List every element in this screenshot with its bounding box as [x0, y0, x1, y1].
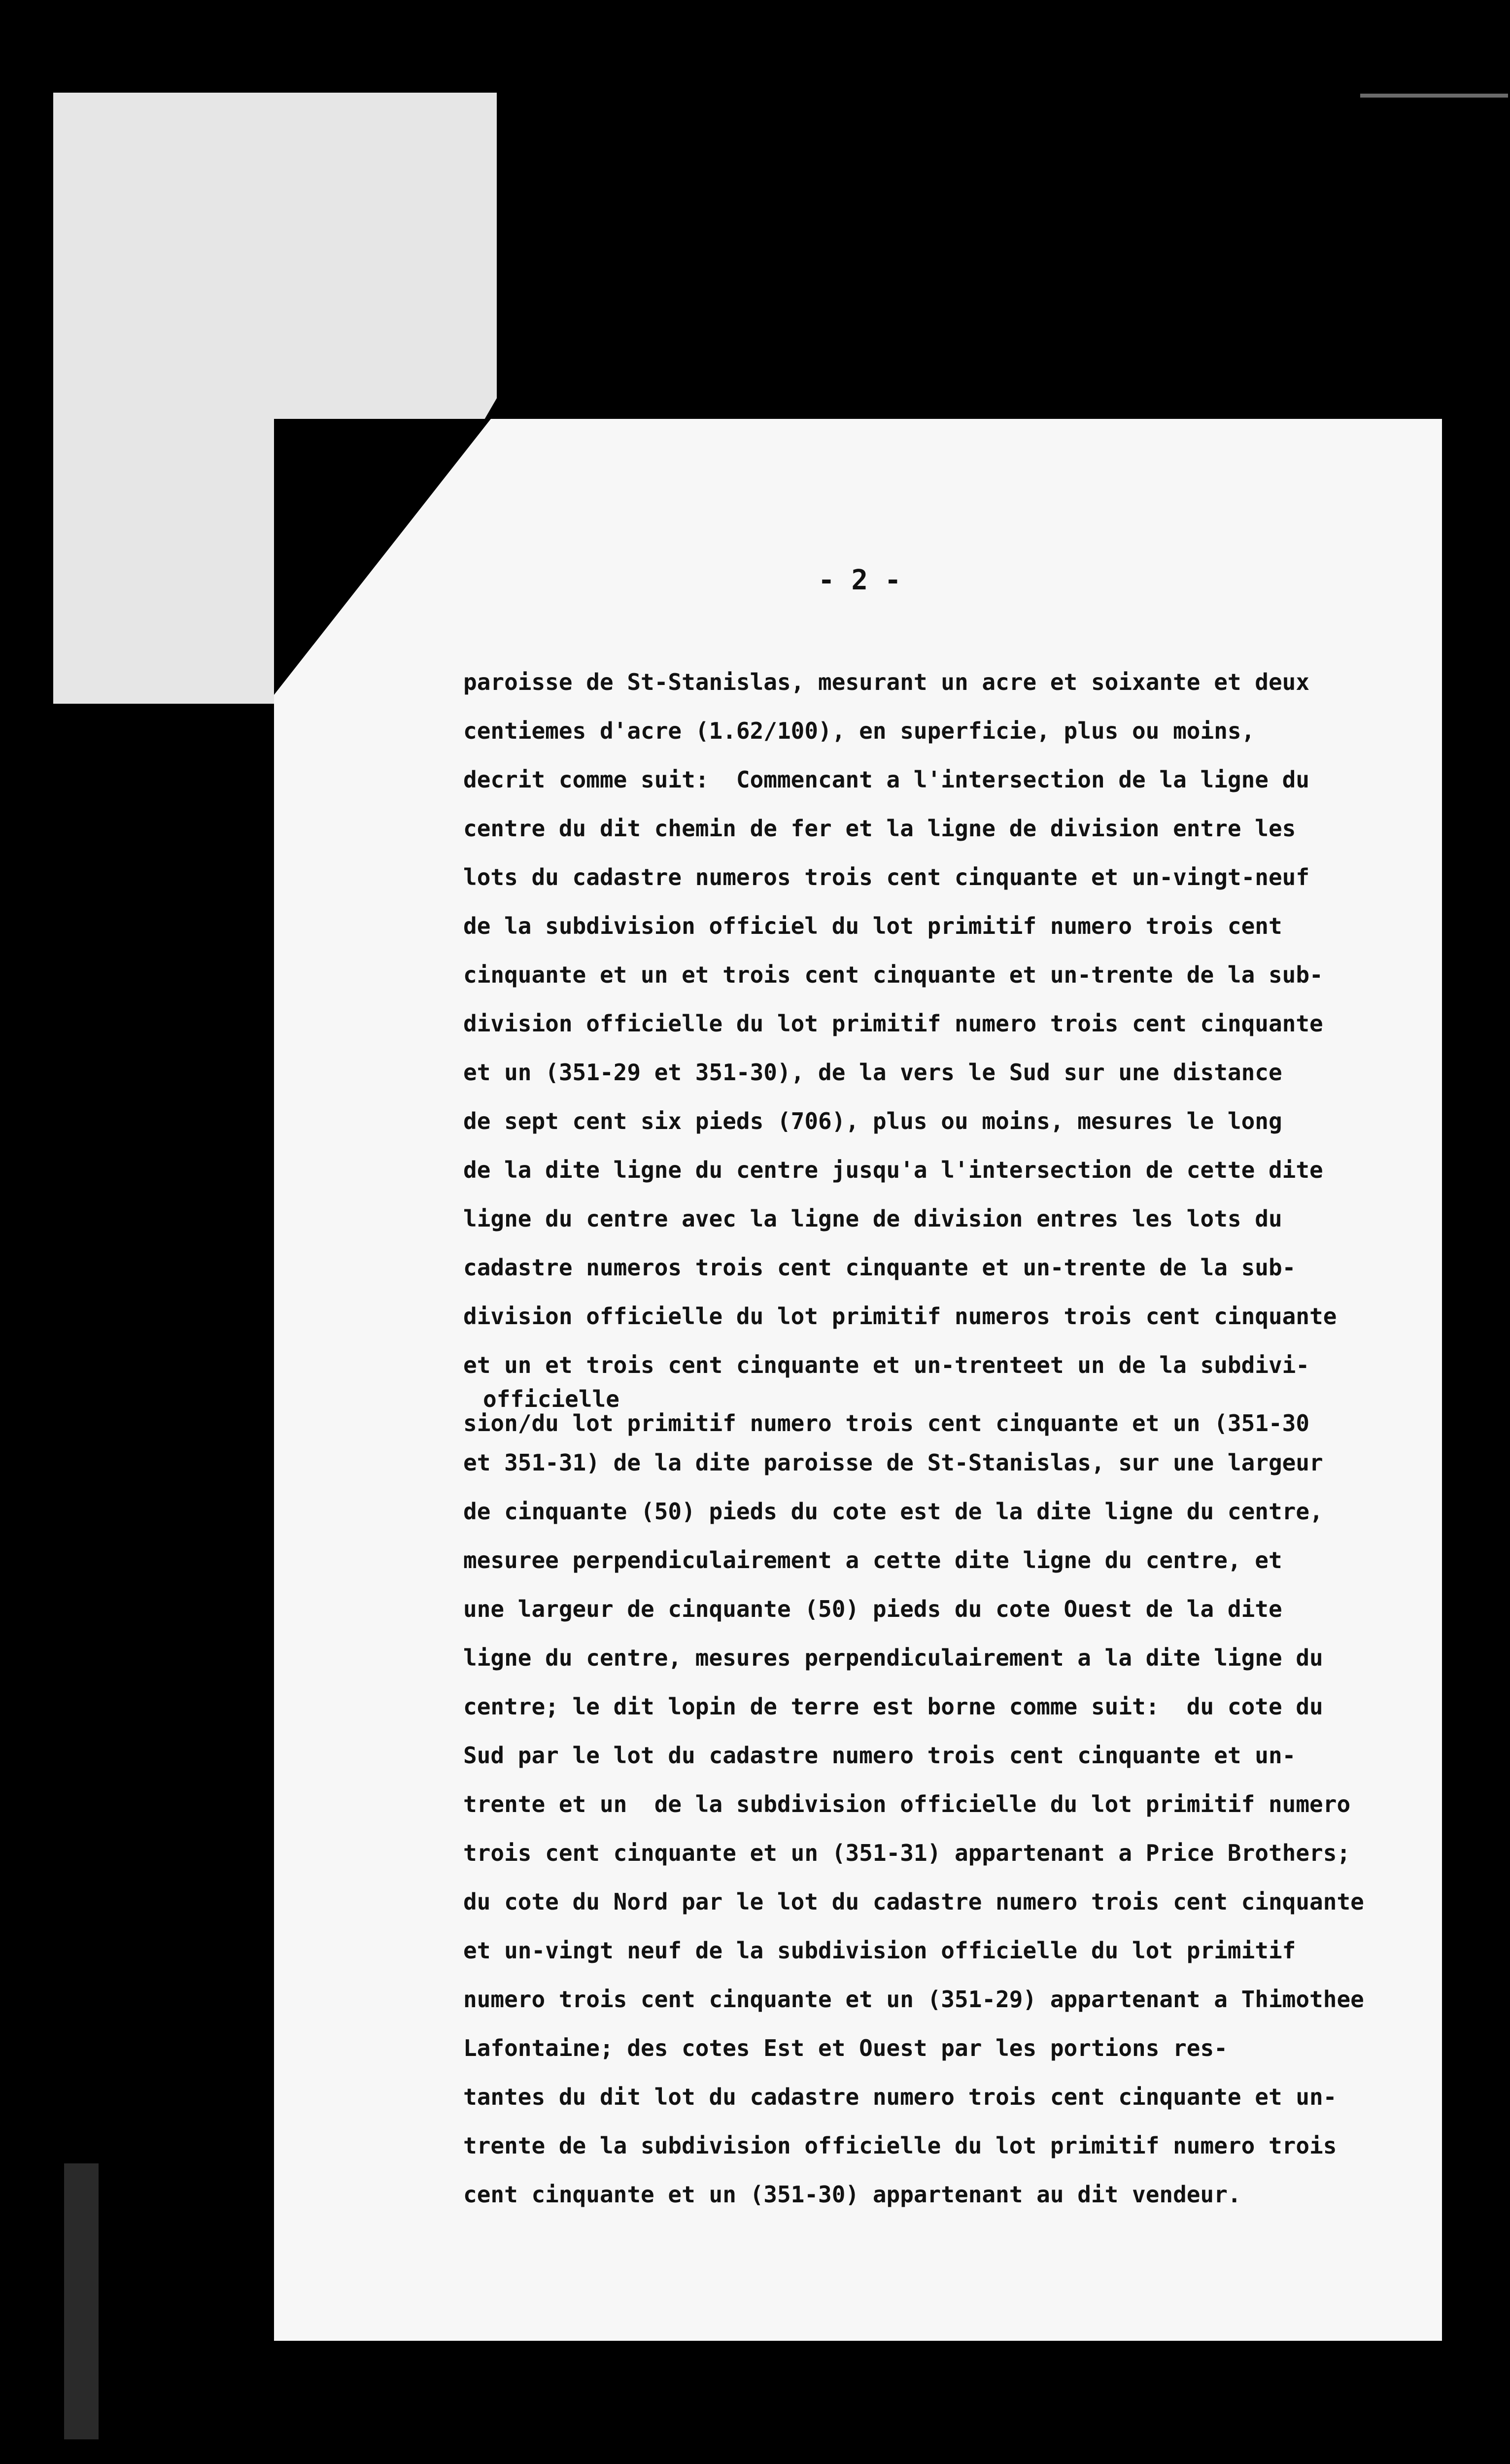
- text-line: trente et un de la subdivision officielle du lot primitif numero: [463, 1791, 1351, 1817]
- text-line: centiemes d'acre (1.62/100), en superficie, plus ou moins,: [463, 718, 1255, 744]
- text-line: division officielle du lot primitif numero trois cent cinquante: [463, 1010, 1323, 1037]
- text-line: de la dite ligne du centre jusqu'a l'intersection de cette dite: [463, 1157, 1323, 1183]
- text-line: cinquante et un et trois cent cinquante et un-trente de la sub-: [463, 961, 1323, 988]
- text-line: sion/du lot primitif numero trois cent cinquante et un (351-30: [463, 1410, 1310, 1437]
- text-line: du cote du Nord par le lot du cadastre numero trois cent cinquante: [463, 1888, 1364, 1915]
- text-line: une largeur de cinquante (50) pieds du cote Ouest de la dite: [463, 1596, 1282, 1622]
- text-line: et 351-31) de la dite paroisse de St-Stanislas, sur une largeur: [463, 1449, 1323, 1476]
- text-line: de cinquante (50) pieds du cote est de la dite ligne du centre,: [463, 1498, 1323, 1525]
- text-line: Sud par le lot du cadastre numero trois cent cinquante et un-: [463, 1742, 1296, 1769]
- text-line: et un et trois cent cinquante et un-trenteet un de la subdivi-: [463, 1352, 1310, 1378]
- text-line: de sept cent six pieds (706), plus ou moins, mesures le long: [463, 1108, 1282, 1134]
- text-line: centre du dit chemin de fer et la ligne de division entre les: [463, 815, 1296, 842]
- page-number: - 2 -: [818, 564, 901, 596]
- text-line: Lafontaine; des cotes Est et Ouest par les portions res-: [463, 2035, 1228, 2061]
- text-line: centre; le dit lopin de terre est borne comme suit: du cote du: [463, 1693, 1323, 1720]
- text-line: cent cinquante et un (351-30) appartenant au dit vendeur.: [463, 2181, 1241, 2208]
- text-line: trois cent cinquante et un (351-31) appartenant a Price Brothers;: [463, 1840, 1351, 1866]
- text-line: paroisse de St-Stanislas, mesurant un acre et soixante et deux: [463, 669, 1310, 695]
- text-line: tantes du dit lot du cadastre numero trois cent cinquante et un-: [463, 2084, 1337, 2110]
- text-line: trente de la subdivision officielle du lot primitif numero trois: [463, 2132, 1337, 2159]
- text-line: et un (351-29 et 351-30), de la vers le Sud sur une distance: [463, 1059, 1282, 1086]
- text-line: lots du cadastre numeros trois cent cinquante et un-vingt-neuf: [463, 864, 1310, 890]
- film-mark: [64, 2163, 99, 2439]
- text-line: division officielle du lot primitif numeros trois cent cinquante: [463, 1303, 1337, 1330]
- text-line: mesuree perpendiculairement a cette dite ligne du centre, et: [463, 1547, 1282, 1574]
- film-edge-top: [1360, 94, 1508, 98]
- document-body: [463, 658, 1419, 2219]
- text-line: ligne du centre, mesures perpendiculairement a la dite ligne du: [463, 1644, 1323, 1671]
- text-line: ligne du centre avec la ligne de division entres les lots du: [463, 1205, 1282, 1232]
- page-fold-corner: [274, 419, 491, 695]
- interlinear-insert: officielle: [483, 1386, 619, 1412]
- text-line: decrit comme suit: Commencant a l'intersection de la ligne du: [463, 766, 1310, 793]
- text-line: et un-vingt neuf de la subdivision officielle du lot primitif: [463, 1937, 1296, 1964]
- text-line: cadastre numeros trois cent cinquante et un-trente de la sub-: [463, 1254, 1296, 1281]
- text-line: numero trois cent cinquante et un (351-29) appartenant a Thimothee: [463, 1986, 1364, 2013]
- text-line: de la subdivision officiel du lot primitif numero trois cent: [463, 913, 1282, 939]
